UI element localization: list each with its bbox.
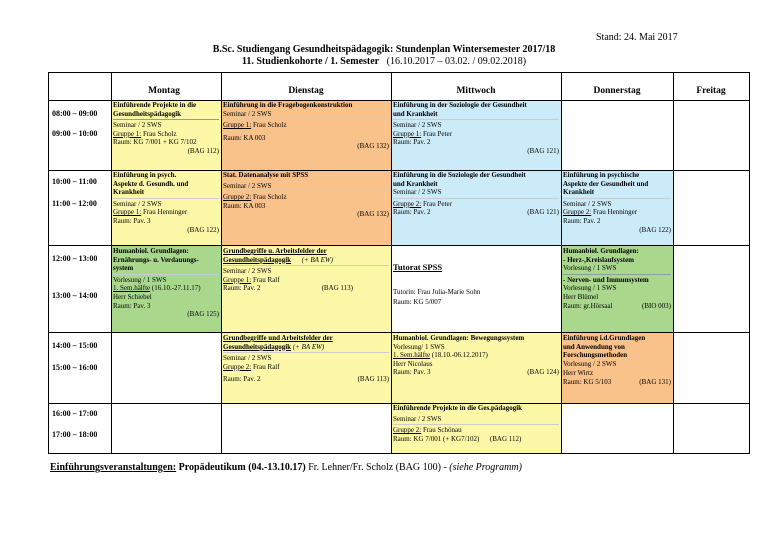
time-slot: 12:00 – 13:00 <box>52 254 98 263</box>
stand-date: Stand: 24. Mai 2017 <box>596 32 678 43</box>
day-header-tuesday: Dienstag <box>288 86 324 96</box>
course-teacher: Frau Peter <box>421 129 452 138</box>
course-title: Gesundheitspädagogik <box>113 109 182 118</box>
course-title: Tutorat SPSS <box>393 262 443 272</box>
course-note: (+ BA EW) <box>301 255 334 264</box>
course-teacher: Frau Henninger <box>141 208 188 217</box>
course-title: Ernährungs- u. Verdauungs- <box>113 255 199 264</box>
course-title: Einführung i.d.Grundlagen <box>563 334 646 342</box>
course-bag: (BAG 122) <box>187 225 219 234</box>
course-room: Raum: gr.Hörsaal <box>563 301 613 310</box>
course-type: Seminar / 2 SWS <box>223 109 272 118</box>
course-bag: (BAG 121) <box>527 208 559 217</box>
course-type: Seminar / 2 SWS <box>223 354 272 363</box>
course-title: Humanbiol. Grundlagen: <box>113 247 189 255</box>
course-teacher: Frau Ralf <box>251 275 280 284</box>
time-slot: 08:00 – 09:00 <box>52 109 98 118</box>
course-title: Gesundheitspädagogik <box>223 342 292 351</box>
course-mi-tutorat[interactable] <box>391 246 561 332</box>
subtitle-dates: (16.10.2017 – 03.02. / 09.02.2018) <box>386 56 527 67</box>
course-type: Vorlesung / 1 SWS <box>113 275 167 284</box>
course-di-spss[interactable] <box>221 170 391 245</box>
course-teacher: Herr Schiebel <box>113 292 152 301</box>
course-room: Raum: KG 5/103 <box>563 377 612 386</box>
course-room: Raum: Pav. 2 <box>223 284 261 293</box>
course-title: Einführende Projekte in die Ges.pädagogik <box>393 404 523 412</box>
course-type: Seminar / 2 SWS <box>563 199 612 208</box>
timetable <box>48 72 750 454</box>
course-do-humanbiol[interactable] <box>561 246 673 332</box>
course-semester-half: 1. Sem.hälfte <box>393 351 431 360</box>
course-room: Raum: KA 003 <box>223 133 266 142</box>
course-bag: (BAG 113) <box>321 284 353 293</box>
course-type: Seminar / 2 SWS <box>223 267 272 276</box>
course-title: Grundbegriffe u. Arbeitsfelder der <box>223 247 327 255</box>
course-title: Einführung in die Soziologie der Gesundheit <box>393 171 526 179</box>
course-type: Vorlesung / 1 SWS <box>563 284 617 293</box>
course-type: Vorlesung / 1 SWS <box>563 264 617 273</box>
course-period: (16.10.-27.11.17) <box>150 284 201 293</box>
course-group: Gruppe 2: <box>393 199 422 208</box>
course-mi-projekte[interactable] <box>391 403 561 453</box>
time-slot: 16:00 – 17:00 <box>52 409 98 418</box>
course-title: und Anwendung von <box>563 342 625 351</box>
course-room: Raum: Pav. 3 <box>113 301 151 310</box>
course-title: Einführende Projekte in die <box>113 101 197 109</box>
time-slot: 10:00 – 11:00 <box>52 177 97 186</box>
time-slot: 14:00 – 15:00 <box>52 341 98 350</box>
course-room: Raum: KG 5/007 <box>393 298 442 307</box>
course-type: Seminar / 2 SWS <box>113 199 162 208</box>
course-note: (+ BA EW) <box>291 342 325 351</box>
course-title: Aspekte der Gesundheit und <box>563 179 649 188</box>
course-group: Gruppe 2: <box>223 193 252 202</box>
course-mi-soziologie-1[interactable] <box>391 100 561 170</box>
day-header-thursday: Donnerstag <box>593 86 641 96</box>
course-mi-bewegung[interactable] <box>391 333 561 403</box>
course-di-fragebogen[interactable] <box>221 100 391 170</box>
course-room: Raum: KG 7/001 (+ KG7/102) <box>393 434 480 443</box>
course-bag: (BAG 132) <box>357 142 389 151</box>
course-group: Gruppe 1: <box>393 129 422 138</box>
course-bag: (BAG 122) <box>639 225 671 234</box>
course-bag: (BAG 113) <box>357 375 389 384</box>
course-do-psych[interactable] <box>561 170 673 245</box>
course-title: Einführung in der Soziologie der Gesundheit <box>393 101 527 109</box>
course-title: und Krankheit <box>393 179 438 188</box>
course-group: Gruppe 1: <box>223 121 252 130</box>
course-bag: (BAG 124) <box>527 368 559 377</box>
footer-propaedeutikum: Propädeutikum (04.-13.10.17) <box>176 462 306 473</box>
course-teacher: Herr Blümel <box>563 292 599 301</box>
day-header-friday: Freitag <box>696 86 726 96</box>
course-group: Gruppe 1: <box>223 275 252 284</box>
course-title: system <box>113 264 134 273</box>
course-title: Einführung in psych. <box>113 171 177 179</box>
footer-details: Fr. Lehner/Fr. Scholz (BAG 100) - <box>305 462 450 473</box>
course-title: Grundbegriffe und Arbeitsfelder der <box>223 334 333 342</box>
course-group: Gruppe 1: <box>113 129 142 138</box>
course-mi-soziologie-2[interactable] <box>391 170 561 245</box>
course-title: Forschungsmethoden <box>563 351 628 360</box>
footer-note: (siehe Programm) <box>449 462 522 473</box>
course-group: Gruppe 2: <box>393 426 422 435</box>
footer-introduction <box>50 462 522 473</box>
course-teacher: Frau Scholz <box>141 129 177 138</box>
time-slot: 13:00 – 14:00 <box>52 291 98 300</box>
course-title: Stat. Datenanalyse mit SPSS <box>223 171 309 179</box>
course-tutor: Tutorin: Frau Julia-Marie Sohn <box>393 287 481 296</box>
course-room: Raum: Pav. 3 <box>393 368 431 377</box>
course-title: Gesundheitspädagogik <box>223 255 292 264</box>
course-mo-projekte[interactable] <box>111 100 221 170</box>
time-slot: 15:00 – 16:00 <box>52 363 98 372</box>
course-type: Seminar / 2 SWS <box>393 414 442 423</box>
course-title: Einführung in die Fragebogenkonstruktion <box>223 101 353 109</box>
course-teacher: Frau Scholz <box>251 193 287 202</box>
course-bag: (BAG 112) <box>187 146 219 155</box>
course-room: Raum: KG 7/001 + KG 7/102 <box>113 138 197 147</box>
course-type: Seminar / 2 SWS <box>393 121 442 130</box>
day-header-wednesday: Mittwoch <box>456 86 496 96</box>
course-title: Krankheit <box>563 188 595 197</box>
course-mo-psych[interactable] <box>111 170 221 245</box>
course-teacher: Frau Schönau <box>421 426 462 435</box>
course-title: Humanbiol. Grundlagen: <box>563 247 639 255</box>
time-slot: 11:00 – 12:00 <box>52 199 97 208</box>
course-group: Gruppe 2: <box>223 362 252 371</box>
course-mo-humanbiol[interactable] <box>111 246 221 332</box>
course-bag: (BAG 121) <box>527 146 559 155</box>
course-bag: (BAG 125) <box>187 310 219 319</box>
course-title: Humanbiol. Grundlagen: Bewegungssystem <box>393 334 525 342</box>
course-room: Raum: Pav. 2 <box>563 216 601 225</box>
course-title: und Krankheit <box>393 109 438 118</box>
course-title: - Nerven- und Immunsystem <box>563 275 649 284</box>
page-subtitle <box>0 56 768 67</box>
course-semester-half: 1. Sem.hälfte <box>113 284 151 293</box>
course-bag: (BAG 131) <box>639 377 671 386</box>
course-teacher: Herr Nicolaus <box>393 359 433 368</box>
subtitle-cohort: 11. Studienkohorte / 1. Semester <box>241 56 380 67</box>
course-title: - Herz-,Kreislaufsystem <box>563 255 635 264</box>
course-title: Aspekte d. Gesundh. und <box>113 179 189 188</box>
course-type: Seminar / 2 SWS <box>113 121 162 130</box>
course-title: Krankheit <box>113 188 145 197</box>
course-teacher: Frau Scholz <box>251 121 287 130</box>
course-group: Gruppe 2: <box>563 208 592 217</box>
course-title: Einführung in psychische <box>563 171 640 179</box>
course-type: Seminar / 2 SWS <box>393 188 442 197</box>
course-room: Raum: Pav. 2 <box>393 138 431 147</box>
course-di-grundbegriffe-1[interactable] <box>221 246 391 332</box>
time-slot: 09:00 – 10:00 <box>52 129 98 138</box>
page-title: B.Sc. Studiengang Gesundheitspädagogik: Stundenplan Wintersemester 2017/18 <box>212 44 556 55</box>
course-period: (18.10.-06.12.2017) <box>430 351 488 360</box>
course-bag: (BAG 112) <box>489 434 522 443</box>
day-header-monday: Montag <box>148 86 180 96</box>
course-do-forschung[interactable] <box>561 333 673 403</box>
course-type: Seminar / 2 SWS <box>223 181 272 190</box>
time-slot: 17:00 – 18:00 <box>52 430 98 439</box>
course-group: Gruppe 1: <box>113 208 142 217</box>
course-room: Raum: Pav. 2 <box>393 208 431 217</box>
course-room: Raum: KA 003 <box>223 201 266 210</box>
course-room: Raum: Pav. 3 <box>113 216 151 225</box>
course-teacher: Frau Henninger <box>591 208 638 217</box>
course-type: Vorlesung/ 1 SWS <box>393 342 445 351</box>
course-teacher: Frau Peter <box>421 199 452 208</box>
course-bag: (BIO 003) <box>642 301 671 310</box>
footer-label: Einführungsveranstaltungen: <box>50 462 177 473</box>
course-type: Vorlesung / 2 SWS <box>563 359 617 368</box>
course-bag: (BAG 132) <box>357 210 389 219</box>
course-di-grundbegriffe-2[interactable] <box>221 333 391 403</box>
course-teacher: Herr Wirtz <box>563 369 594 378</box>
course-teacher: Frau Ralf <box>251 362 280 371</box>
course-room: Raum: Pav. 2 <box>223 375 261 384</box>
